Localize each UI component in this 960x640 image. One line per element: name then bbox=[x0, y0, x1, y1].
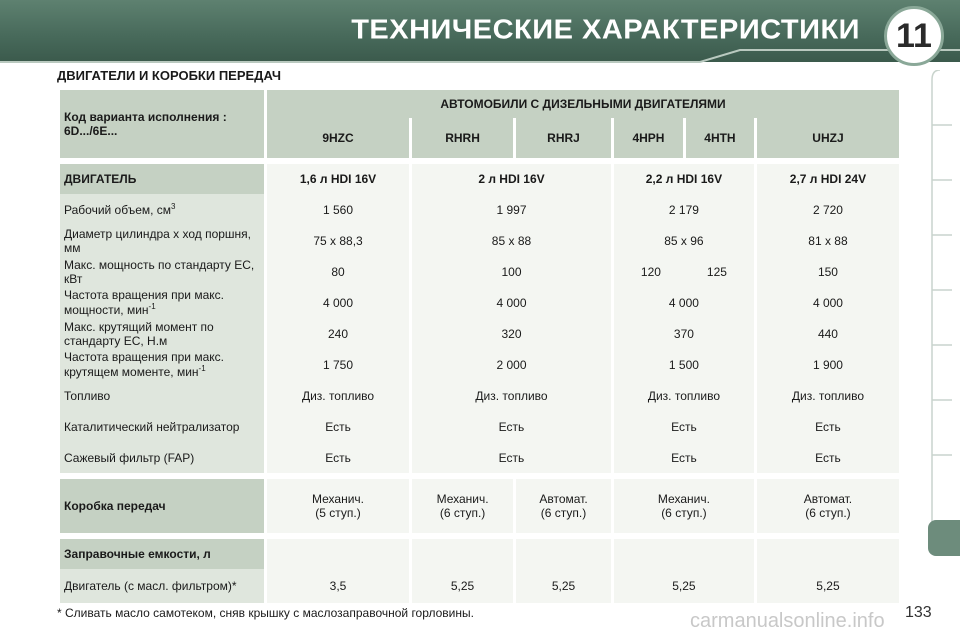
row-label bbox=[60, 287, 264, 318]
row-label bbox=[60, 225, 264, 256]
cell-value: 440 bbox=[757, 318, 899, 349]
cell-value: Диз. топливо bbox=[267, 380, 409, 411]
unit-superscript: -1 bbox=[148, 302, 156, 311]
row-label-text: Каталитический нейтрализатор bbox=[64, 419, 240, 434]
row-label bbox=[60, 349, 264, 380]
cell-value: 1 560 bbox=[267, 194, 409, 225]
cell-value: 75 х 88,3 bbox=[267, 225, 409, 256]
engine-name-0: 1,6 л HDI 16V bbox=[267, 164, 409, 194]
engine-label: ДВИГАТЕЛЬ bbox=[60, 164, 264, 194]
chapter-side-tab[interactable] bbox=[928, 520, 960, 556]
row-label-text: Сажевый фильтр (FAP) bbox=[64, 450, 195, 465]
gearbox-cell-1: Механич. (6 ступ.) bbox=[412, 479, 513, 533]
table-row bbox=[60, 349, 899, 380]
side-index-rail bbox=[928, 70, 960, 550]
cell-value: 240 bbox=[267, 318, 409, 349]
capacity-spacer bbox=[516, 539, 611, 569]
cell-value: 4 000 bbox=[412, 287, 611, 318]
group-header: АВТОМОБИЛИ С ДИЗЕЛЬНЫМИ ДВИГАТЕЛЯМИ bbox=[267, 90, 899, 118]
cell-value: Есть bbox=[614, 442, 754, 473]
capacity-value-4: 5,25 bbox=[757, 569, 899, 603]
cell-value: 120 bbox=[640, 264, 661, 279]
capacity-spacer bbox=[412, 539, 513, 569]
cell-value: 1 750 bbox=[267, 349, 409, 380]
capacity-value-3: 5,25 bbox=[614, 569, 754, 603]
spec-table bbox=[57, 90, 902, 603]
cell-value: 2 720 bbox=[757, 194, 899, 225]
gearbox-cell-3: Механич. (6 ступ.) bbox=[614, 479, 754, 533]
watermark: carmanualsonline.info bbox=[690, 610, 885, 632]
table-row bbox=[60, 318, 899, 349]
row-label-text: Диаметр цилиндра х ход поршня, мм bbox=[64, 226, 252, 255]
cell-value: 85 х 88 bbox=[412, 225, 611, 256]
cell-value: 125 bbox=[706, 264, 727, 279]
chapter-number: 11 bbox=[896, 17, 932, 55]
cell-value: 85 х 96 bbox=[614, 225, 754, 256]
table-row bbox=[60, 411, 899, 442]
cell-value: 1 997 bbox=[412, 194, 611, 225]
cell-value: 4 000 bbox=[267, 287, 409, 318]
row-label bbox=[60, 411, 264, 442]
table-row bbox=[60, 442, 899, 473]
engine-code-2: RHRJ bbox=[516, 118, 611, 158]
cell-value: Есть bbox=[267, 442, 409, 473]
page-number: 133 bbox=[905, 604, 932, 621]
capacity-value-2: 5,25 bbox=[516, 569, 611, 603]
page-header-title: ТЕХНИЧЕСКИЕ ХАРАКТЕРИСТИКИ bbox=[351, 14, 860, 46]
cell-value: 320 bbox=[412, 318, 611, 349]
cell-value: Диз. топливо bbox=[614, 380, 754, 411]
variant-code-label: Код варианта исполнения : 6D.../6E... bbox=[60, 90, 264, 158]
table-row bbox=[60, 225, 899, 256]
engine-code-3: 4HPH bbox=[614, 118, 683, 158]
engine-code-4: 4HTH bbox=[686, 118, 754, 158]
row-label-text: Частота вращения при макс. крутящем моменте, мин bbox=[64, 350, 224, 379]
section-title: ДВИГАТЕЛИ И КОРОБКИ ПЕРЕДАЧ bbox=[57, 68, 281, 83]
engine-name-2: 2,2 л HDI 16V bbox=[614, 164, 754, 194]
engine-name-3: 2,7 л HDI 24V bbox=[757, 164, 899, 194]
unit-superscript: -1 bbox=[198, 364, 206, 373]
row-label-text: Макс. крутящий момент по стандарту ЕС, Н.м bbox=[64, 319, 214, 348]
row-label-text: Рабочий объем, см bbox=[64, 203, 172, 217]
cell-value: 1 900 bbox=[757, 349, 899, 380]
cell-value: 4 000 bbox=[614, 287, 754, 318]
engine-name-1: 2 л HDI 16V bbox=[412, 164, 611, 194]
capacity-spacer bbox=[757, 539, 899, 569]
gearbox-label: Коробка передач bbox=[60, 479, 264, 533]
capacity-row-label: Двигатель (с масл. фильтром)* bbox=[60, 569, 264, 603]
footnote: * Сливать масло самотеком, сняв крышку с маслозаправочной горловины. bbox=[57, 606, 474, 620]
row-label bbox=[60, 442, 264, 473]
gearbox-cell-0: Механич. (5 ступ.) bbox=[267, 479, 409, 533]
table-row bbox=[60, 287, 899, 318]
cell-value: 81 х 88 bbox=[757, 225, 899, 256]
cell-value: Есть bbox=[757, 411, 899, 442]
engine-code-1: RHRH bbox=[412, 118, 513, 158]
header-decor-line bbox=[0, 46, 960, 68]
cell-value: 1 500 bbox=[614, 349, 754, 380]
cell-value: 150 bbox=[757, 256, 899, 287]
cell-value: Есть bbox=[412, 411, 611, 442]
row-label-text: Частота вращения при макс. мощности, мин bbox=[64, 288, 224, 317]
table-row bbox=[60, 194, 899, 225]
capacity-value-0: 3,5 bbox=[267, 569, 409, 603]
cell-value: 2 179 bbox=[614, 194, 754, 225]
engine-code-0: 9HZC bbox=[267, 118, 409, 158]
row-label bbox=[60, 380, 264, 411]
capacity-spacer bbox=[267, 539, 409, 569]
unit-superscript: 3 bbox=[171, 202, 176, 211]
cell-value: Есть bbox=[412, 442, 611, 473]
engine-code-5: UHZJ bbox=[757, 118, 899, 158]
cell-value: Диз. топливо bbox=[757, 380, 899, 411]
cell-value: 2 000 bbox=[412, 349, 611, 380]
chapter-badge bbox=[884, 6, 944, 66]
gearbox-cell-4: Автомат. (6 ступ.) bbox=[757, 479, 899, 533]
cell-value: 370 bbox=[614, 318, 754, 349]
cell-value: 80 bbox=[267, 256, 409, 287]
capacity-value-1: 5,25 bbox=[412, 569, 513, 603]
table-row bbox=[60, 256, 899, 287]
cell-value: 100 bbox=[412, 256, 611, 287]
cell-value: Есть bbox=[614, 411, 754, 442]
row-label-text: Топливо bbox=[64, 388, 111, 403]
row-label bbox=[60, 318, 264, 349]
row-label bbox=[60, 256, 264, 287]
capacity-spacer bbox=[614, 539, 754, 569]
cell-value: 4 000 bbox=[757, 287, 899, 318]
capacity-label: Заправочные емкости, л bbox=[60, 539, 264, 569]
cell-value: Есть bbox=[757, 442, 899, 473]
row-label bbox=[60, 194, 264, 225]
table-row bbox=[60, 380, 899, 411]
gearbox-cell-2: Автомат. (6 ступ.) bbox=[516, 479, 611, 533]
cell-value-split bbox=[614, 256, 754, 287]
cell-value: Диз. топливо bbox=[412, 380, 611, 411]
cell-value: Есть bbox=[267, 411, 409, 442]
row-label-text: Макс. мощность по стандарту ЕС, кВт bbox=[64, 257, 255, 286]
